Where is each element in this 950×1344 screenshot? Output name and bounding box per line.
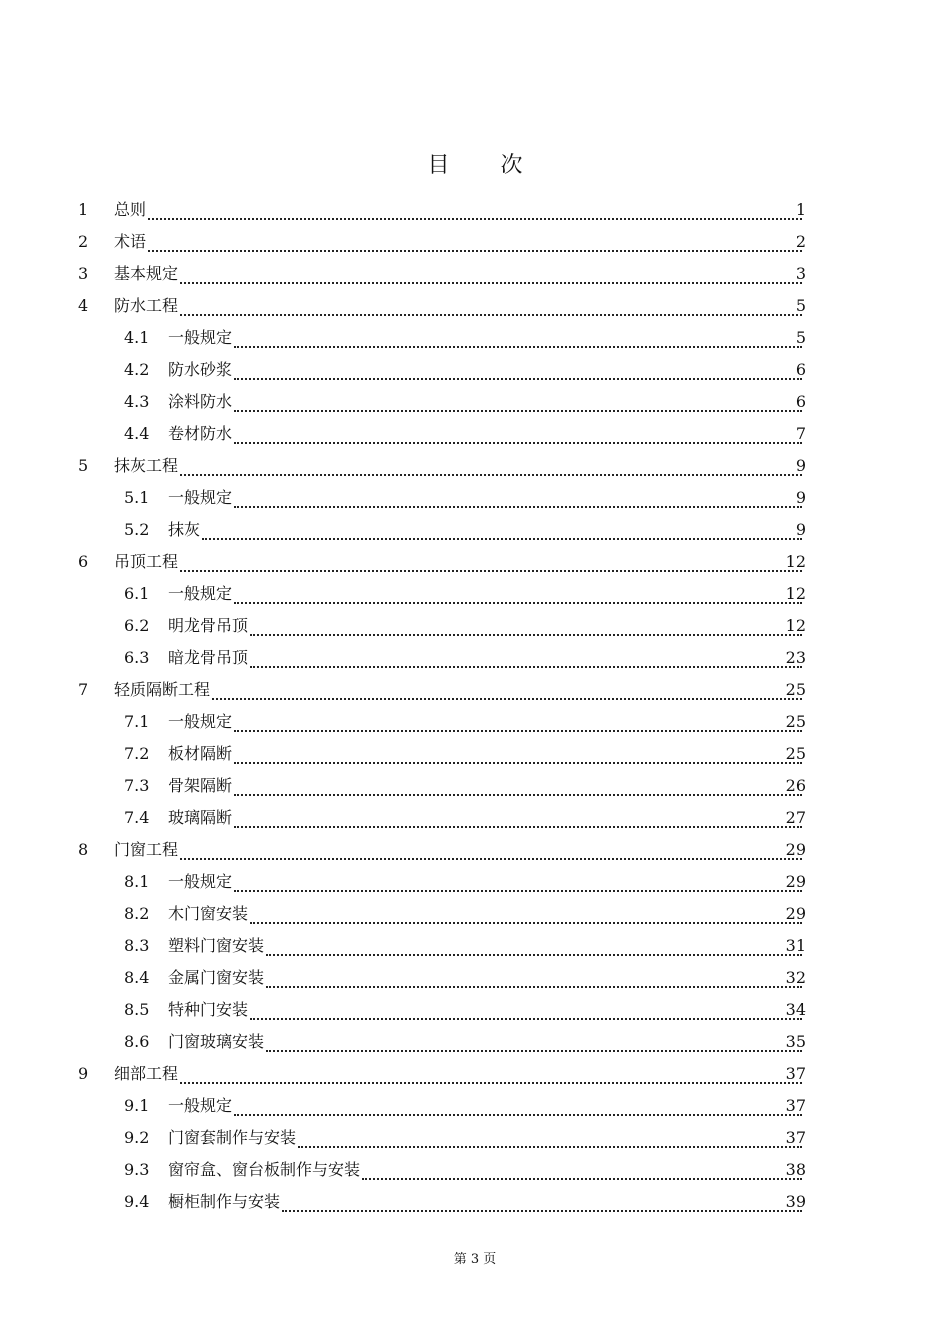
toc-entry-page-number: 9: [795, 456, 806, 475]
toc-entry-line: [114, 546, 802, 578]
toc-entry-page-number: 12: [785, 616, 806, 635]
toc-entry-number: 4.1: [124, 328, 150, 347]
dot-leader: [250, 922, 802, 924]
toc-entry-line: [168, 482, 802, 514]
toc-entry-page-number: 23: [785, 648, 806, 667]
toc-entry-line: [168, 578, 802, 610]
toc-entry-line: [114, 450, 802, 482]
toc-entry-title: 防水砂浆: [168, 360, 233, 379]
toc-entry-title: 金属门窗安装: [168, 968, 265, 987]
toc-entry-line: [168, 610, 802, 642]
dot-leader: [362, 1178, 802, 1180]
toc-entry-page-number: 7: [795, 424, 806, 443]
toc-entry-page-number: 25: [785, 712, 806, 731]
dot-leader: [180, 858, 802, 860]
toc-entry-number: 7.3: [124, 776, 150, 795]
toc-entry-page-number: 37: [785, 1128, 806, 1147]
dot-leader: [180, 282, 802, 284]
toc-entry[interactable]: [0, 674, 950, 706]
toc-entry-line: [168, 770, 802, 802]
toc-entry-number: 8.4: [124, 968, 150, 987]
dot-leader: [234, 346, 802, 348]
toc-entry-title: 卷材防水: [168, 424, 233, 443]
toc-entry-number: 5: [78, 456, 89, 475]
dot-leader: [180, 314, 802, 316]
dot-leader: [234, 826, 802, 828]
toc-entry-page-number: 27: [785, 808, 806, 827]
toc-entry-page-number: 12: [785, 584, 806, 603]
toc-entry-page-number: 1: [795, 200, 806, 219]
toc-entry[interactable]: [0, 770, 950, 802]
toc-entry-number: 1: [78, 200, 89, 219]
toc-entry[interactable]: [0, 322, 950, 354]
toc-entry-line: [168, 1154, 802, 1186]
toc-entry[interactable]: [0, 354, 950, 386]
toc-entry-title: 骨架隔断: [168, 776, 233, 795]
dot-leader: [250, 666, 802, 668]
toc-entry-line: [114, 834, 802, 866]
toc-entry-line: [168, 994, 802, 1026]
toc-entry-line: [168, 1090, 802, 1122]
toc-entry-number: 8.3: [124, 936, 150, 955]
dot-leader: [234, 1114, 802, 1116]
toc-entry-number: 9.4: [124, 1192, 150, 1211]
toc-entry-title: 吊顶工程: [114, 552, 179, 571]
toc-entry[interactable]: [0, 258, 950, 290]
dot-leader: [148, 218, 802, 220]
toc-entry[interactable]: [0, 1122, 950, 1154]
toc-entry-line: [114, 194, 802, 226]
toc-entry-number: 9: [78, 1064, 89, 1083]
toc-entry-line: [168, 802, 802, 834]
toc-entry-number: 8: [78, 840, 89, 859]
toc-entry[interactable]: [0, 930, 950, 962]
toc-entry-title: 门窗套制作与安装: [168, 1128, 297, 1147]
toc-entry-line: [168, 962, 802, 994]
toc-entry-line: [168, 866, 802, 898]
toc-entry-number: 6.2: [124, 616, 150, 635]
toc-entry-number: 7.2: [124, 744, 150, 763]
toc-entry-line: [168, 930, 802, 962]
dot-leader: [234, 890, 802, 892]
toc-entry-line: [114, 258, 802, 290]
toc-entry-title: 板材隔断: [168, 744, 233, 763]
toc-entry-number: 6: [78, 552, 89, 571]
toc-entry-page-number: 26: [785, 776, 806, 795]
toc-entry-number: 3: [78, 264, 89, 283]
toc-entry-line: [114, 290, 802, 322]
toc-entry[interactable]: [0, 834, 950, 866]
dot-leader: [234, 794, 802, 796]
toc-entry-number: 6.1: [124, 584, 150, 603]
toc-entry-page-number: 29: [785, 840, 806, 859]
toc-entry-title: 涂料防水: [168, 392, 233, 411]
toc-entry[interactable]: [0, 642, 950, 674]
dot-leader: [250, 634, 802, 636]
toc-entry[interactable]: [0, 802, 950, 834]
toc-entry-page-number: 9: [795, 488, 806, 507]
toc-entry[interactable]: [0, 194, 950, 226]
toc-entry[interactable]: [0, 386, 950, 418]
toc-entry[interactable]: [0, 738, 950, 770]
toc-entry-page-number: 38: [785, 1160, 806, 1179]
toc-entry-page-number: 31: [785, 936, 806, 955]
dot-leader: [202, 538, 802, 540]
toc-entry-page-number: 37: [785, 1064, 806, 1083]
toc-entry-number: 7: [78, 680, 89, 699]
toc-entry-number: 5.1: [124, 488, 150, 507]
toc-entry-title: 门窗工程: [114, 840, 179, 859]
toc-entry-page-number: 9: [795, 520, 806, 539]
toc-entry-page-number: 5: [795, 328, 806, 347]
toc-entry[interactable]: [0, 514, 950, 546]
toc-entry-title: 门窗玻璃安装: [168, 1032, 265, 1051]
toc-entry-number: 8.5: [124, 1000, 150, 1019]
dot-leader: [234, 730, 802, 732]
toc-entry[interactable]: [0, 226, 950, 258]
dot-leader: [180, 1082, 802, 1084]
toc-entry-line: [114, 1058, 802, 1090]
toc-entry-page-number: 6: [795, 392, 806, 411]
toc-entry-number: 4.2: [124, 360, 150, 379]
toc-entry-number: 8.1: [124, 872, 150, 891]
toc-entry[interactable]: [0, 1026, 950, 1058]
toc-entry-line: [168, 418, 802, 450]
toc-entry-number: 2: [78, 232, 89, 251]
dot-leader: [266, 1050, 802, 1052]
toc-entry[interactable]: [0, 994, 950, 1026]
toc-entry-line: [168, 1026, 802, 1058]
toc-entry-title: 特种门安装: [168, 1000, 249, 1019]
dot-leader: [266, 954, 802, 956]
toc-entry-number: 4.4: [124, 424, 150, 443]
toc-entry-title: 抹灰工程: [114, 456, 179, 475]
toc-entry-number: 8.6: [124, 1032, 150, 1051]
toc-entry-line: [114, 226, 802, 258]
toc-entry-line: [168, 706, 802, 738]
toc-entry[interactable]: [0, 290, 950, 322]
toc-entry-line: [168, 514, 802, 546]
toc-entry-line: [168, 898, 802, 930]
dot-leader: [234, 442, 802, 444]
toc-entry-title: 细部工程: [114, 1064, 179, 1083]
toc-entry-page-number: 3: [795, 264, 806, 283]
toc-entry-title: 总则: [114, 200, 147, 219]
toc-entry-page-number: 5: [795, 296, 806, 315]
page-footer: 第 3 页: [453, 1252, 497, 1267]
dot-leader: [234, 410, 802, 412]
toc-entry-page-number: 29: [785, 904, 806, 923]
toc-entry-page-number: 6: [795, 360, 806, 379]
dot-leader: [148, 250, 802, 252]
toc-entry-page-number: 39: [785, 1192, 806, 1211]
toc-entry-line: [168, 1186, 802, 1218]
toc-entry-title: 一般规定: [168, 1096, 233, 1115]
toc-entry-page-number: 29: [785, 872, 806, 891]
dot-leader: [234, 762, 802, 764]
toc-entry-page-number: 35: [785, 1032, 806, 1051]
toc-entry[interactable]: [0, 898, 950, 930]
toc-entry-title: 暗龙骨吊顶: [168, 648, 249, 667]
toc-entry-line: [114, 674, 802, 706]
dot-leader: [298, 1146, 802, 1148]
dot-leader: [266, 986, 802, 988]
toc-entry-page-number: 25: [785, 744, 806, 763]
toc-entry-title: 基本规定: [114, 264, 179, 283]
toc-entry-title: 一般规定: [168, 328, 233, 347]
toc-entry[interactable]: [0, 578, 950, 610]
toc-entry-title: 一般规定: [168, 488, 233, 507]
toc-entry-number: 6.3: [124, 648, 150, 667]
toc-entry-title: 一般规定: [168, 712, 233, 731]
toc-entry[interactable]: [0, 866, 950, 898]
toc-entry-title: 窗帘盒、窗台板制作与安装: [168, 1160, 361, 1179]
dot-leader: [180, 474, 802, 476]
toc-entry-number: 9.2: [124, 1128, 150, 1147]
page-title: 目 次: [427, 153, 545, 178]
toc-entry[interactable]: [0, 1154, 950, 1186]
toc-entry-title: 抹灰: [168, 520, 201, 539]
toc-entry-number: 7.4: [124, 808, 150, 827]
toc-entry-title: 防水工程: [114, 296, 179, 315]
toc-entry[interactable]: [0, 450, 950, 482]
toc-entry[interactable]: [0, 1058, 950, 1090]
toc-entry-title: 轻质隔断工程: [114, 680, 211, 699]
toc-entry-title: 一般规定: [168, 584, 233, 603]
dot-leader: [282, 1210, 802, 1212]
toc-entry-line: [168, 322, 802, 354]
toc-entry-number: 7.1: [124, 712, 150, 731]
toc-entry-number: 4: [78, 296, 89, 315]
toc-entry-title: 术语: [114, 232, 147, 251]
dot-leader: [234, 506, 802, 508]
toc-entry-number: 9.1: [124, 1096, 150, 1115]
toc-entry-line: [168, 386, 802, 418]
toc-entry-title: 橱柜制作与安装: [168, 1192, 281, 1211]
toc-entry[interactable]: [0, 546, 950, 578]
toc-entry[interactable]: [0, 706, 950, 738]
toc-entry-number: 9.3: [124, 1160, 150, 1179]
dot-leader: [234, 378, 802, 380]
dot-leader: [212, 698, 802, 700]
toc-entry[interactable]: [0, 1090, 950, 1122]
toc-entry[interactable]: [0, 418, 950, 450]
toc-entry-page-number: 34: [785, 1000, 806, 1019]
toc-entry-title: 木门窗安装: [168, 904, 249, 923]
dot-leader: [180, 570, 802, 572]
toc-entry-page-number: 25: [785, 680, 806, 699]
toc-entry[interactable]: [0, 482, 950, 514]
toc-entry[interactable]: [0, 1186, 950, 1218]
toc-entry-line: [168, 1122, 802, 1154]
toc-entry-number: 8.2: [124, 904, 150, 923]
toc-entry-title: 塑料门窗安装: [168, 936, 265, 955]
toc-entry-page-number: 37: [785, 1096, 806, 1115]
toc-entry-number: 4.3: [124, 392, 150, 411]
toc-entry-line: [168, 354, 802, 386]
toc-entry-page-number: 2: [795, 232, 806, 251]
toc-entry[interactable]: [0, 962, 950, 994]
toc-entry-title: 玻璃隔断: [168, 808, 233, 827]
toc-entry-title: 一般规定: [168, 872, 233, 891]
toc-entry-page-number: 32: [785, 968, 806, 987]
toc-entry-line: [168, 642, 802, 674]
toc-entry-page-number: 12: [785, 552, 806, 571]
toc-entry-title: 明龙骨吊顶: [168, 616, 249, 635]
toc-entry[interactable]: [0, 610, 950, 642]
toc-entry-number: 5.2: [124, 520, 150, 539]
dot-leader: [234, 602, 802, 604]
toc-entry-line: [168, 738, 802, 770]
dot-leader: [250, 1018, 802, 1020]
